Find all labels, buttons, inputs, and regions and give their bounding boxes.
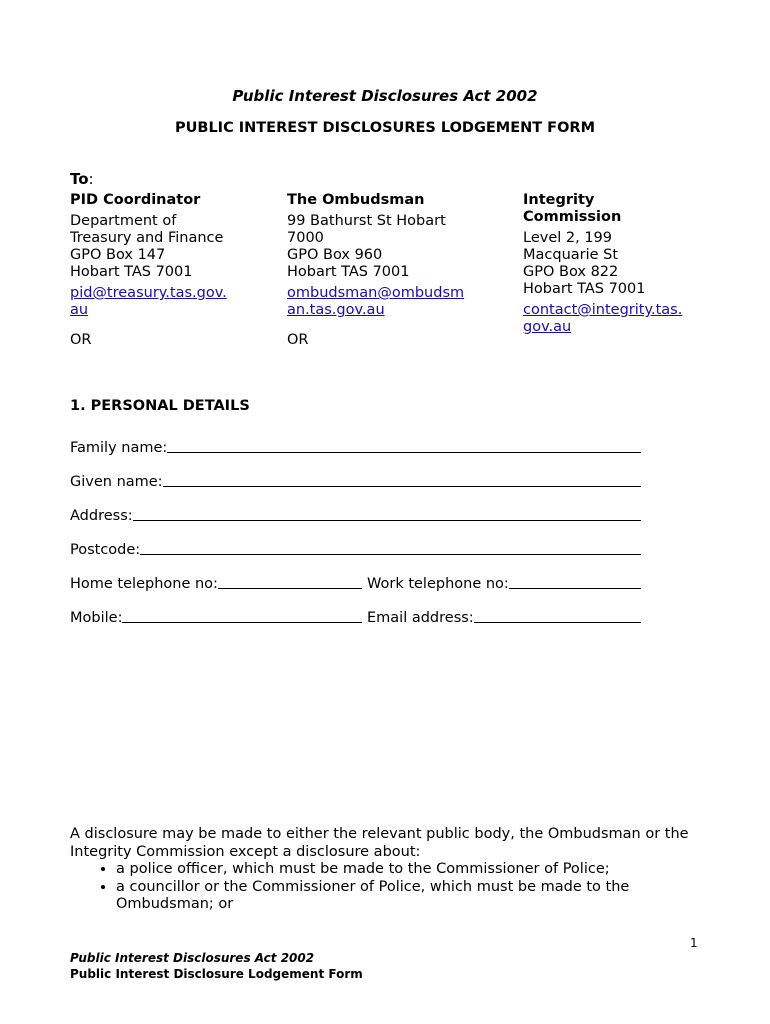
field-label: Family name: [70, 440, 168, 456]
recipient-title: Integrity Commission [523, 192, 622, 225]
or-label: OR [70, 332, 92, 348]
fill-line[interactable] [163, 486, 641, 487]
list-item: • a police officer, which must be made to the Commissioner of Police; [116, 861, 710, 879]
pid-email-link[interactable]: pid@treasury.tas.gov. au [70, 285, 227, 318]
to-label: To: [70, 170, 94, 188]
field-label: Home telephone no: [70, 576, 218, 592]
address-line: GPO Box 822 [523, 264, 619, 280]
page-footer [70, 950, 363, 982]
address-line: 99 Bathurst St Hobart [287, 213, 446, 229]
act-title: Public Interest Disclosures Act 2002 [232, 87, 538, 105]
section-heading-personal-details: 1. PERSONAL DETAILS [70, 398, 250, 414]
recipient-integrity-commission [523, 192, 713, 336]
address-line: GPO Box 147 [70, 247, 166, 263]
fill-line[interactable] [140, 554, 641, 555]
address-line: Macquarie St [523, 247, 619, 263]
address-line: Level 2, 199 [523, 230, 613, 246]
postcode-field[interactable] [70, 536, 641, 558]
field-label: Work telephone no: [367, 576, 509, 592]
field-label: Email address: [367, 610, 474, 626]
fill-line[interactable] [474, 622, 641, 623]
family-name-field[interactable] [70, 434, 641, 456]
recipient-pid-coordinator [70, 192, 260, 349]
list-item: • a councillor or the Commissioner of Police, which must be made to the Ombudsman; or [116, 879, 710, 914]
address-line: GPO Box 960 [287, 247, 383, 263]
footer-form-title: Public Interest Disclosure Lodgement Form [70, 967, 363, 981]
recipient-title: The Ombudsman [287, 192, 425, 208]
notice-list [70, 861, 710, 914]
form-title: PUBLIC INTEREST DISCLOSURES LODGEMENT FORM [174, 120, 596, 136]
work-telephone-field[interactable] [367, 570, 641, 592]
address-line: Hobart TAS 7001 [287, 264, 410, 280]
home-telephone-field[interactable] [70, 570, 362, 592]
fill-line[interactable] [218, 588, 362, 589]
field-label: Given name: [70, 474, 163, 490]
address-line: Hobart TAS 7001 [70, 264, 193, 280]
fill-line[interactable] [167, 452, 641, 453]
disclosure-notice [70, 826, 710, 914]
field-label: Address: [70, 508, 133, 524]
address-line: Hobart TAS 7001 [523, 281, 646, 297]
address-field[interactable] [70, 502, 641, 524]
integrity-email-link[interactable]: contact@integrity.tas. gov.au [523, 302, 683, 335]
fill-line[interactable] [133, 520, 641, 521]
field-label: Mobile: [70, 610, 123, 626]
mobile-field[interactable] [70, 604, 362, 626]
email-address-field[interactable] [367, 604, 641, 626]
notice-intro: A disclosure may be made to either the relevant public body, the Ombudsman or the Integrity Commission except a disclosure about: [70, 826, 689, 860]
field-label: Postcode: [70, 542, 141, 558]
fill-line[interactable] [509, 588, 641, 589]
ombudsman-email-link[interactable]: ombudsman@ombudsm an.tas.gov.au [287, 285, 465, 318]
fill-line[interactable] [122, 622, 362, 623]
page-number: 1 [690, 936, 698, 950]
address-line: 7000 [287, 230, 324, 246]
given-name-field[interactable] [70, 468, 641, 490]
footer-act-title: Public Interest Disclosures Act 2002 [70, 951, 315, 965]
recipient-title: PID Coordinator [70, 192, 201, 208]
address-line: Treasury and Finance [70, 230, 224, 246]
address-line: Department of [70, 213, 177, 229]
or-label: OR [287, 332, 309, 348]
recipient-ombudsman [287, 192, 487, 349]
